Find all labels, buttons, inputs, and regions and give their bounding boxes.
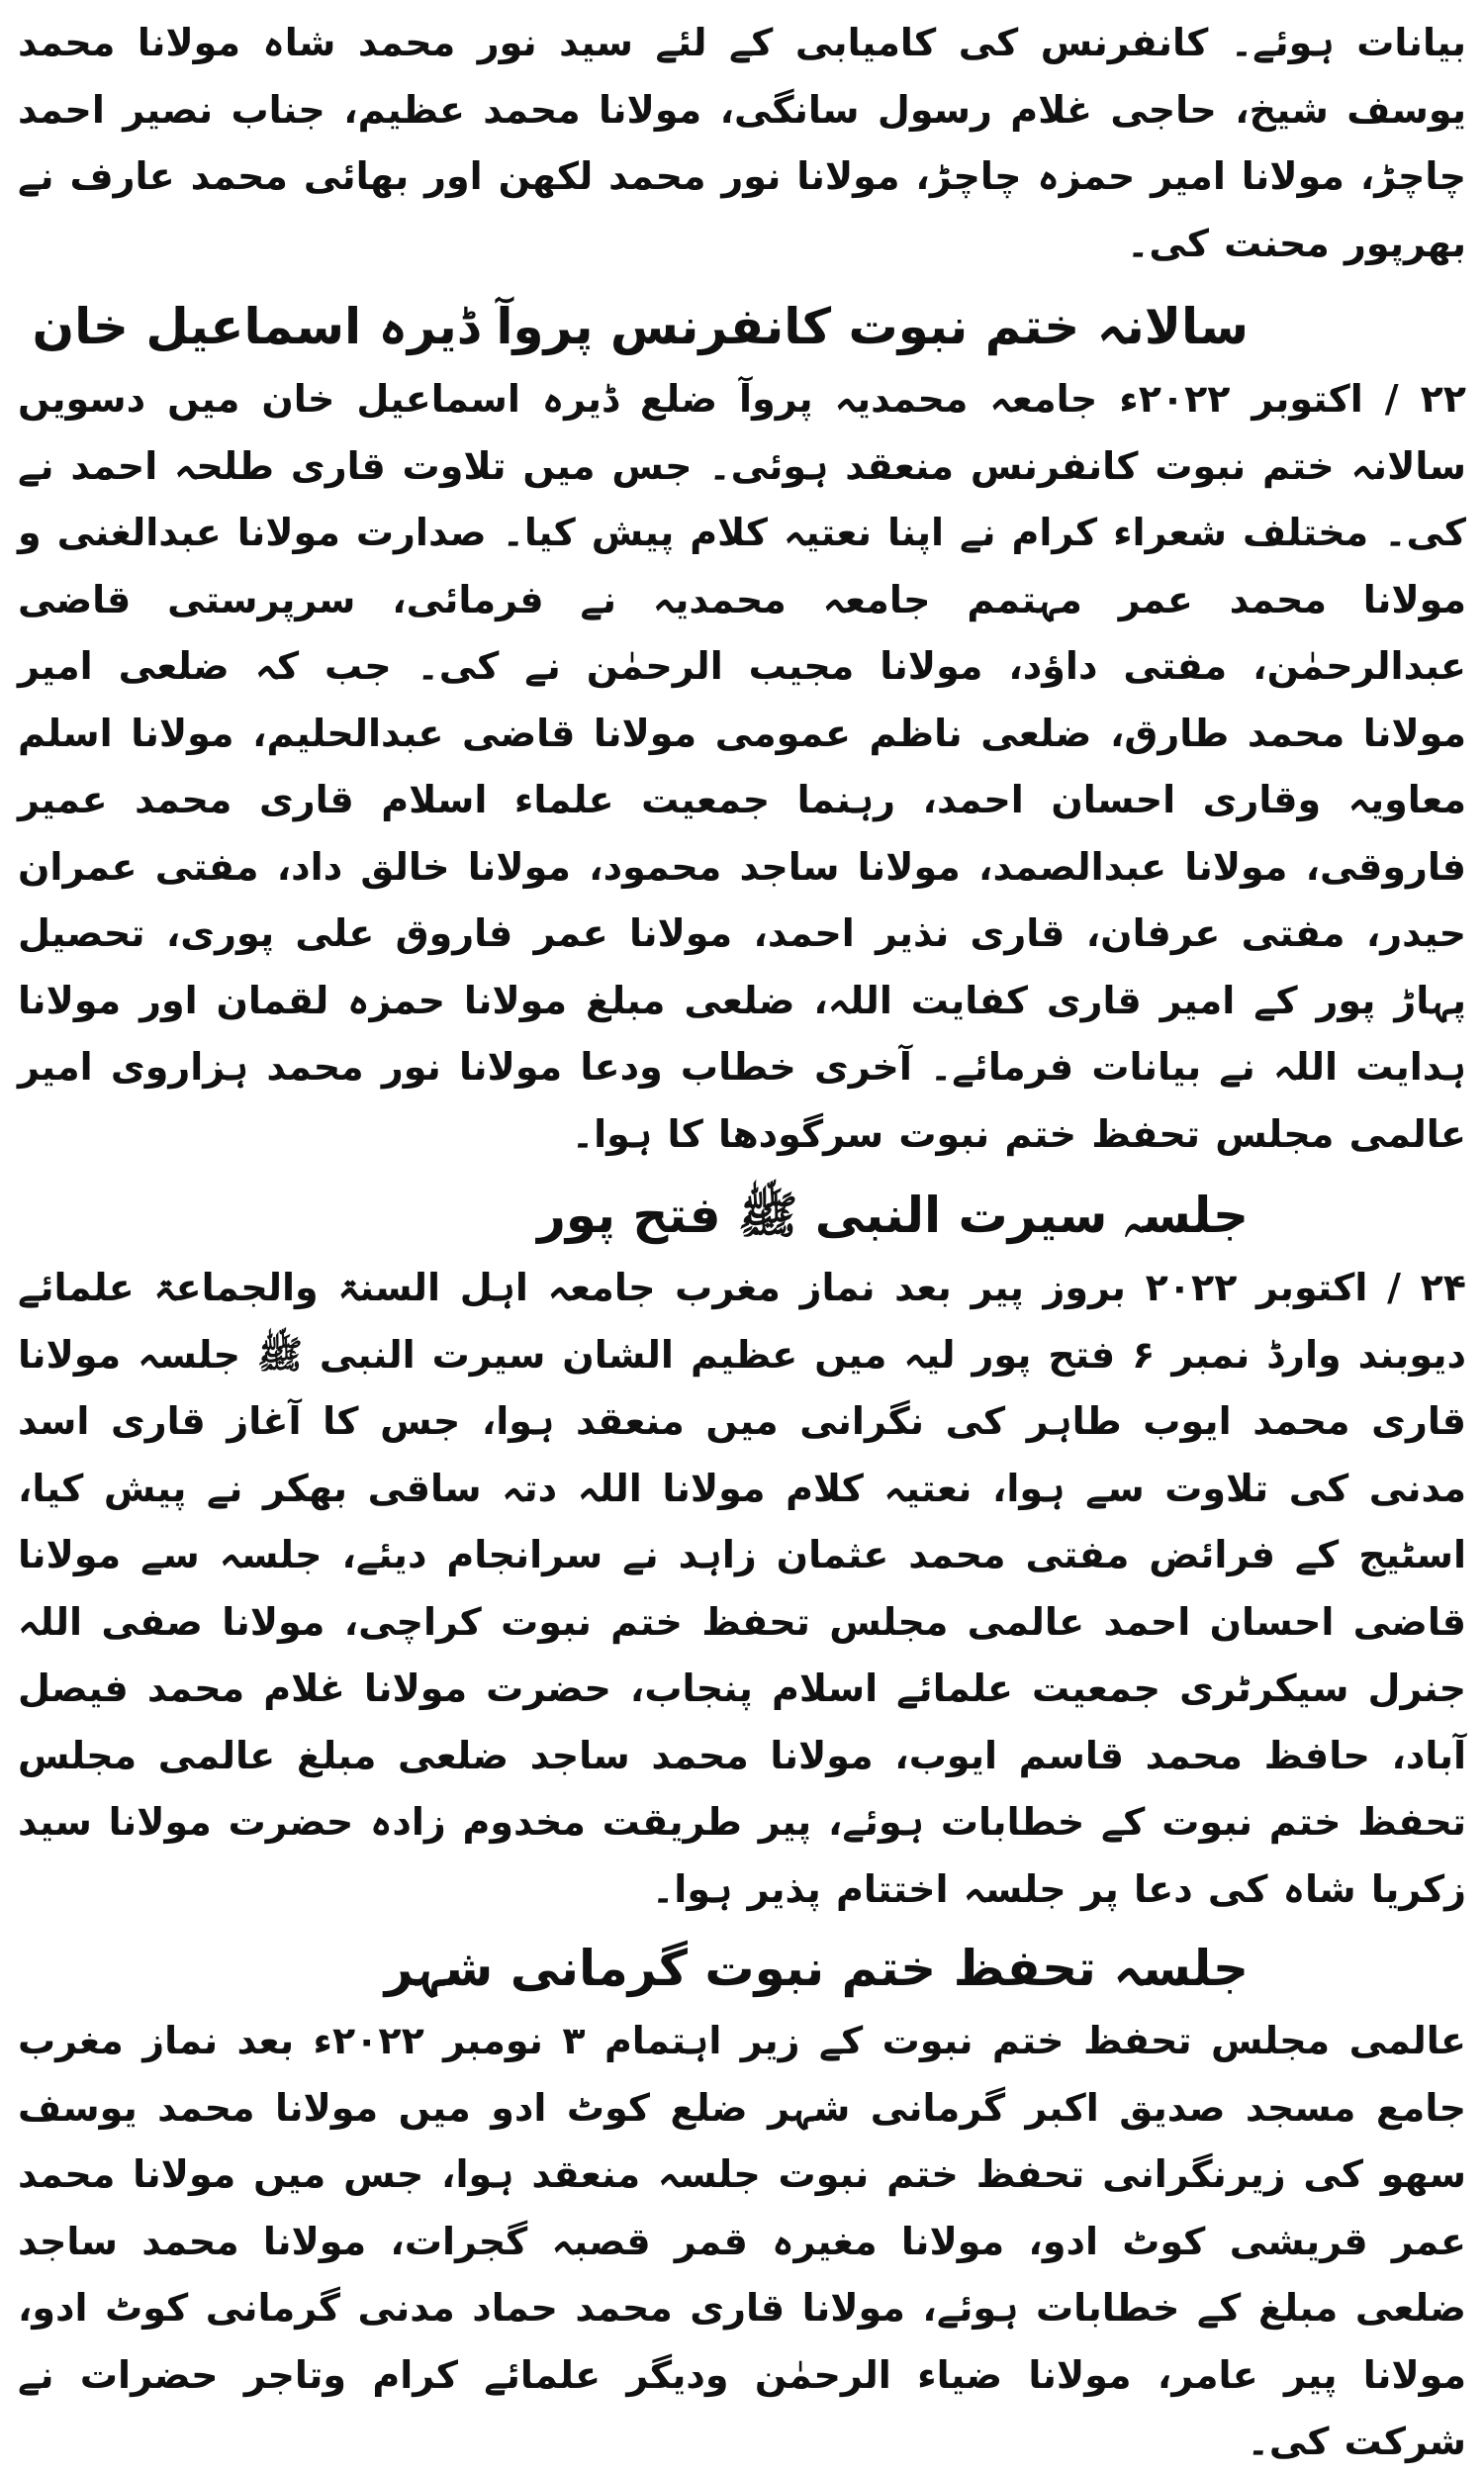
section-body-garmani-shehar: عالمی مجلس تحفظ ختم نبوت کے زیر اہتمام ۳ نومبر ۲۰۲۲ء بعد نماز مغرب جامع مسجد صدیق اکبر گرمانی شہر ضلع کوٹ ادو میں مولانا محمد یوسف سھو کی زیرنگرانی تحفظ ختم نبوت جلسہ منعقد ہوا، جس میں مولانا محمد عمر قریشی کوٹ ادو، مولانا مغیرہ قمر قصبہ گجرات، مولانا محمد ساجد ضلعی مبلغ کے خطابات ہوئے، مولانا قاری محمد حماد مدنی گرمانی کوٹ ادو، مولانا پیر عامر، مولانا ضیاء الرحمٰن ودیگر علمائے کرام وتاجر حضرات نے شرکت کی۔ [18, 2019, 1467, 2463]
section-heading-kanfrans-dera: سالانہ ختم نبوت کانفرنس پروآ ڈیرہ اسماعیل خان [32, 298, 1249, 355]
section-body-kanfrans-dera: ۲۲ / اکتوبر ۲۰۲۲ء جامعہ محمدیہ پروآ ضلع ڈیرہ اسماعیل خان میں دسویں سالانہ ختم نبوت کانفرنس منعقد ہوئی۔ جس میں تلاوت قاری طلحہ احمد نے کی۔ مختلف شعراء کرام نے اپنا نعتیہ کلام پیش کیا۔ صدارت مولانا عبدالغنی و مولانا محمد عمر مہتمم جامعہ محمدیہ نے فرمائی، سرپرستی قاضی عبدالرحمٰن، مفتی داؤد، مولانا مجیب الرحمٰن نے کی۔ جب کہ ضلعی امیر مولانا محمد طارق، ضلعی ناظم عمومی مولانا قاضی عبدالحلیم، مولانا اسلم معاویہ وقاری احسان احمد، رہنما جمعیت علماء اسلام قاری محمد عمیر فاروقی، مولانا عبدالصمد، مولانا ساجد محمود، مولانا خالق داد، مفتی عمران حیدر، مفتی عرفان، قاری نذیر احمد، مولانا عمر فاروق علی پوری، تحصیل پہاڑ پور کے امیر قاری کفایت اللہ، ضلعی مبلغ مولانا حمزہ لقمان اور مولانا ہدایت اللہ نے بیانات فرمائے۔ آخری خطاب ودعا مولانا نور محمد ہزاروی امیر عالمی مجلس تحفظ ختم نبوت سرگودھا کا ہوا۔ [18, 377, 1466, 1156]
section-heading-seerat-fatehpur: جلسہ سیرت النبی ﷺ فتح پور [537, 1187, 1249, 1244]
section-body-seerat-fatehpur: ۲۴ / اکتوبر ۲۰۲۲ بروز پیر بعد نماز مغرب جامعہ اہل السنۃ والجماعۃ علمائے دیوبند وارڈ نمبر ۶ فتح پور لیہ میں عظیم الشان سیرت النبی ﷺ جلسہ مولانا قاری محمد ایوب طاہر کی نگرانی میں منعقد ہوا، جس کا آغاز قاری اسد مدنی کی تلاوت سے ہوا، نعتیہ کلام مولانا اللہ دتہ ساقی بھکر نے پیش کیا، اسٹیج کے فرائض مفتی محمد عثمان زاہد نے سرانجام دیئے، جلسہ سے مولانا قاضی احسان احمد عالمی مجلس تحفظ ختم نبوت کراچی، مولانا صفی اللہ جنرل سیکرٹری جمعیت علمائے اسلام پنجاب، حضرت مولانا غلام محمد فیصل آباد، حافظ محمد قاسم ایوب، مولانا محمد ساجد ضلعی مبلغ عالمی مجلس تحفظ ختم نبوت کے خطابات ہوئے، پیر طریقت مخدوم زادہ حضرت مولانا سید زکریا شاہ کی دعا پر جلسہ اختتام پذیر ہوا۔ [18, 1266, 1466, 1911]
section-heading-garmani-shehar: جلسہ تحفظ ختم نبوت گرمانی شہر [384, 1940, 1249, 1997]
intro-paragraph: بیانات ہوئے۔ کانفرنس کی کامیابی کے لئے سید نور محمد شاہ مولانا محمد یوسف شیخ، حاجی غلام رسول سانگی، مولانا محمد عظیم، جناب نصیر احمد چاچڑ، مولانا امیر حمزہ چاچڑ، مولانا نور محمد لکھن اور بھائی محمد عارف نے بھرپور محنت کی۔ [18, 21, 1466, 265]
